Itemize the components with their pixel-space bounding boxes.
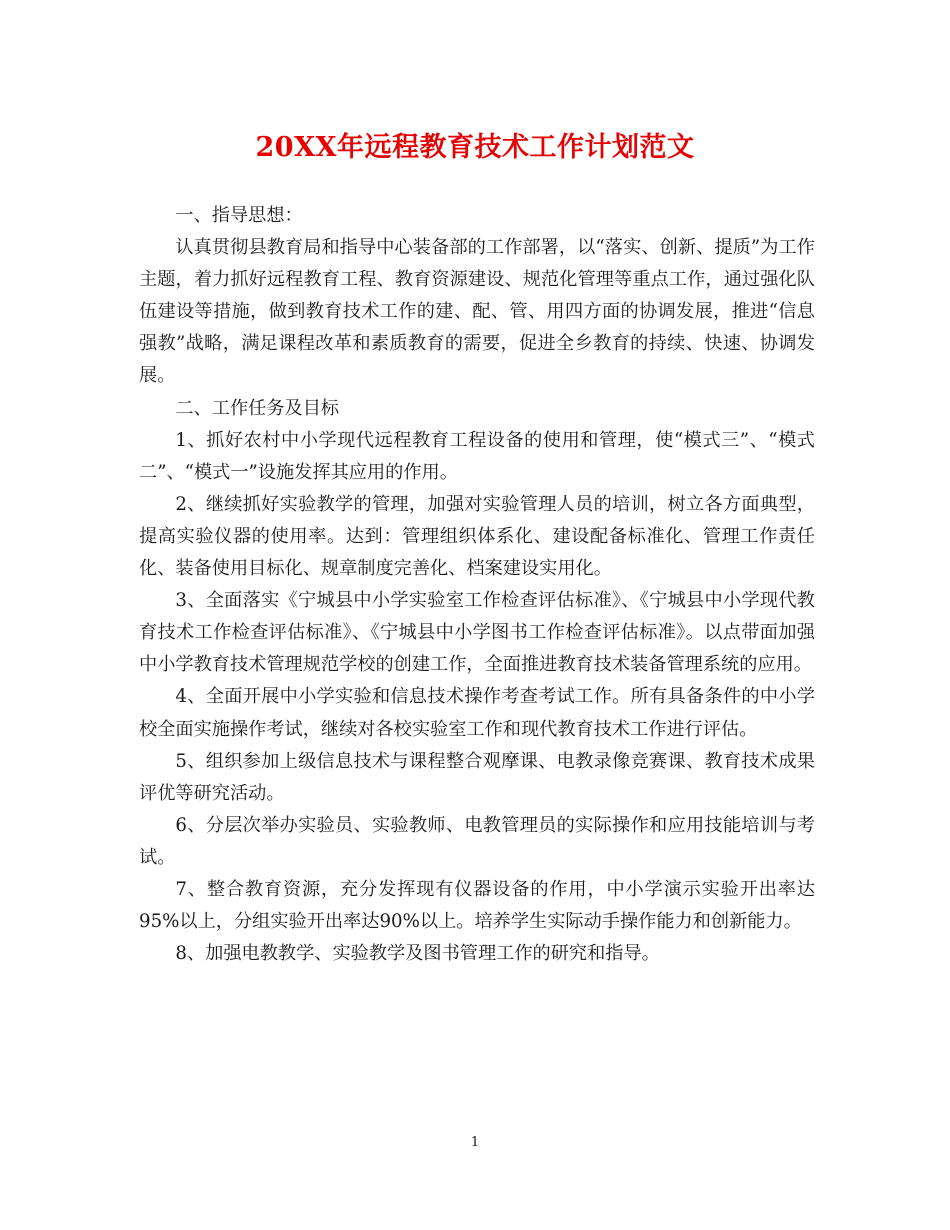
task-item-1: 1、抓好农村中小学现代远程教育工程设备的使用和管理，使“模式三”、“模式二”、“模式一”设施发挥其应用的作用。 (139, 429, 815, 483)
task-item-2: 2、继续抓好实验教学的管理，加强对实验管理人员的培训，树立各方面典型，提高实验仪器的使用率。达到：管理组织体系化、建设配备标准化、管理工作责任化、装备使用目标化、规章制度完善化、档案建设实用化。 (139, 493, 815, 580)
task-item-4: 4、全面开展中小学实验和信息技术操作考查考试工作。所有具备条件的中小学校全面实施操作考试，继续对各校实验室工作和现代教育技术工作进行评估。 (139, 686, 815, 740)
task-item-6: 6、分层次举办实验员、实验教师、电教管理员的实际操作和应用技能培训与考试。 (139, 814, 815, 868)
task-item-8: 8、加强电教教学、实验教学及图书管理工作的研究和指导。 (175, 943, 660, 965)
document-title: 20XX年远程教育技术工作计划范文 (255, 132, 695, 163)
task-item-3: 3、全面落实《宁城县中小学实验室工作检查评估标准》、《宁城县中小学现代教育技术工作检查评估标准》、《宁城县中小学图书工作检查评估标准》。以点带面加强中小学教育技术管理规范学校的创建工作，全面推进教育技术装备管理系统的应用。 (139, 590, 815, 676)
document-body (139, 200, 815, 970)
page-number: 1 (470, 1135, 480, 1150)
task-item-7: 7、整合教育资源，充分发挥现有仪器设备的作用，中小学演示实验开出率达95%以上，分组实验开出率达90%以上。培养学生实际动手操作能力和创新能力。 (139, 878, 815, 933)
paragraph-guiding-thought: 认真贯彻县教育局和指导中心装备部的工作部署，以“落实、创新、提质”为工作主题，着力抓好远程教育工程、教育资源建设、规范化管理等重点工作，通过强化队伍建设等措施，做到教育技术工作的建、配、管、用四方面的协调发展，推进“信息强教”战略，满足课程改革和素质教育的需要，促进全乡教育的持续、快速、协调发展。 (139, 237, 815, 387)
section-heading-guiding-thought: 一、指导思想： (175, 205, 303, 226)
task-item-5: 5、组织参加上级信息技术与课程整合观摩课、电教录像竞赛课、教育技术成果评优等研究活动。 (139, 750, 815, 804)
section-heading-tasks-goals: 二、工作任务及目标 (175, 397, 340, 419)
